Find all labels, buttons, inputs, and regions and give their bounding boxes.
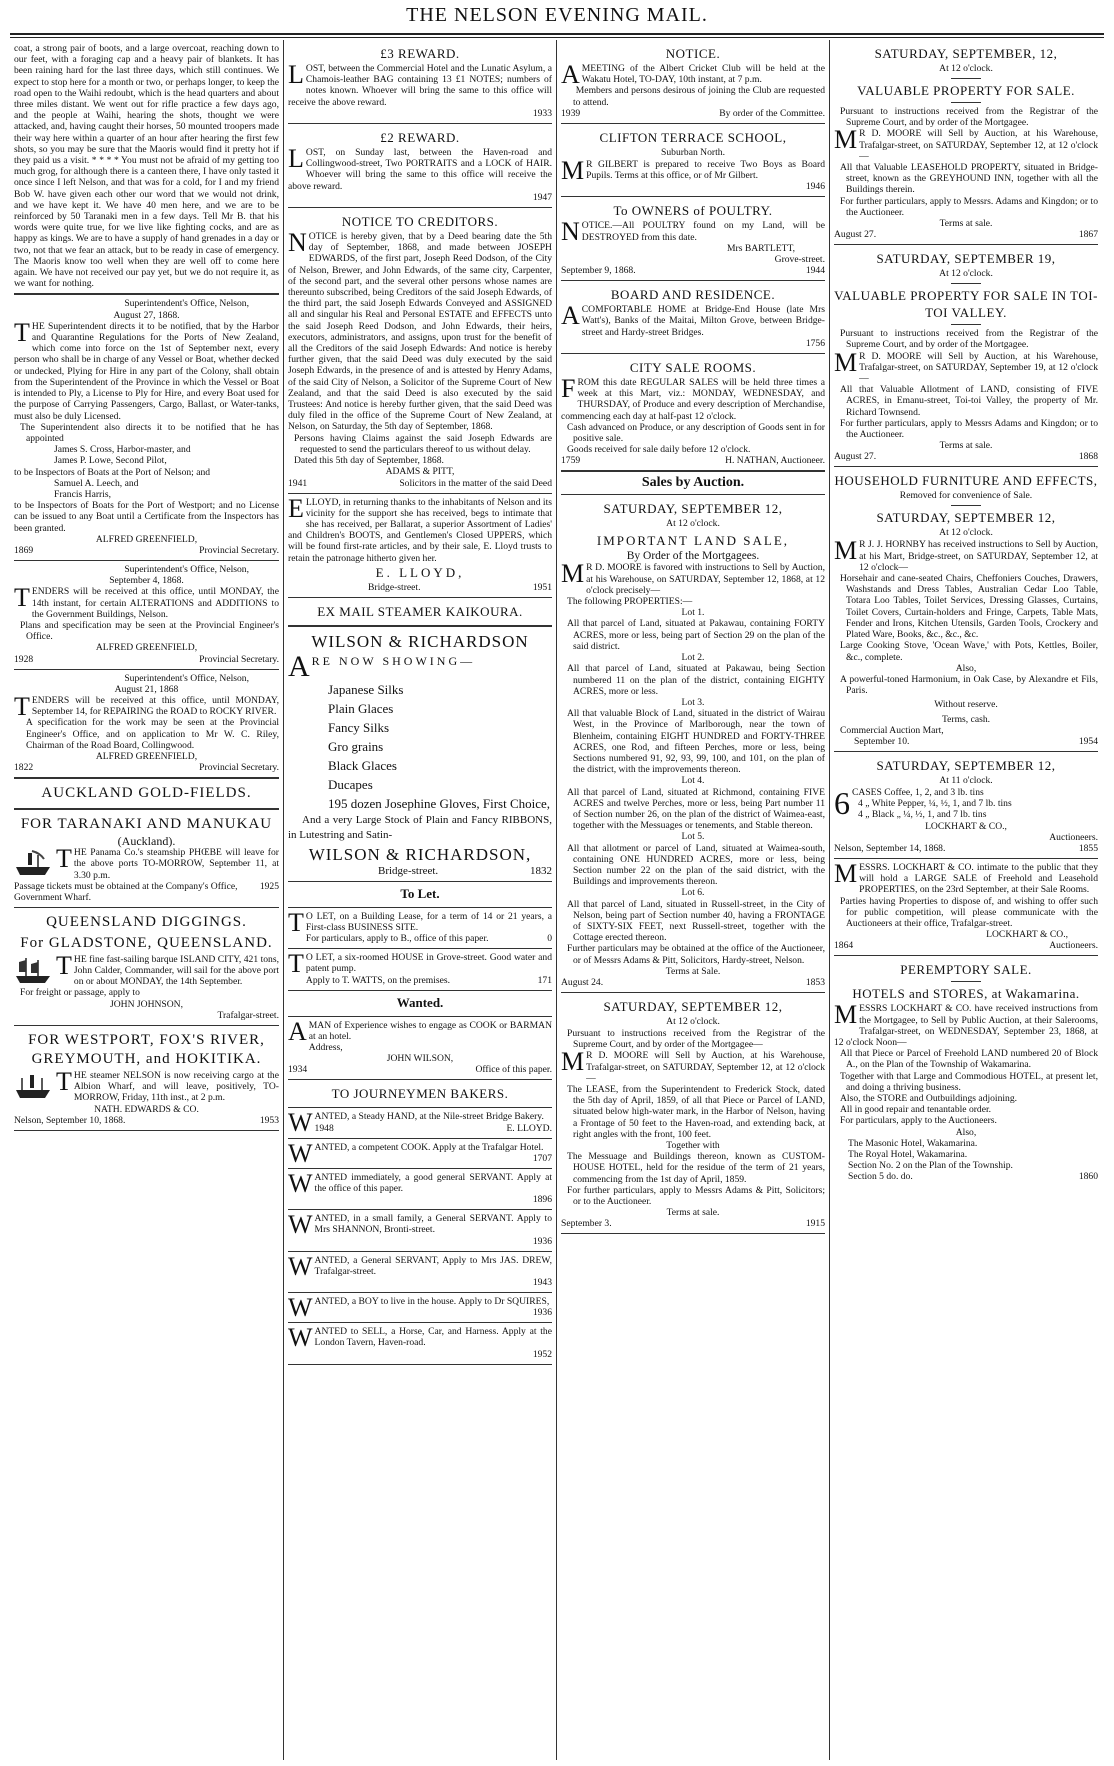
ad-body: WANTED, a competent COOK. Apply at the Trafalgar Hotel. — [288, 1138, 544, 1168]
auckland-heading-block — [14, 779, 279, 810]
ad-body: Together with that Large and Commodious HOTEL, at present let, and doing a thriving business. — [840, 1070, 1098, 1093]
ad-body: WANTED, in a small family, a General SERVANT. Apply to Mrs SHANNON, Bronti-street. — [288, 1210, 552, 1240]
tender-notice-buildings — [14, 561, 279, 670]
ad-body: Without reserve. — [934, 699, 998, 711]
city-sale-rooms-ad — [561, 354, 825, 471]
goods-item: 195 dozen Josephine Gloves, First Choice, — [328, 795, 551, 811]
ad-body: T O LET, on a Building Lease, for a term of 14 or 21 years, a First-class BUSINESS SITE. — [288, 907, 552, 937]
ad-number: 1933 — [532, 107, 552, 119]
wanted-ad — [288, 1210, 552, 1251]
tender-notice-road — [14, 670, 279, 780]
lot-number: Lot 5. — [681, 831, 705, 843]
sale-date: SATURDAY, SEPTEMBER 12, — [876, 510, 1056, 526]
wanted-ad — [288, 1139, 552, 1169]
wanted-ad — [288, 1293, 552, 1323]
ad-number: 1953 — [259, 1114, 279, 1126]
column-2 — [283, 40, 556, 1760]
ad-body: Members and persons desirous of joining the Club are requested to attend. — [573, 85, 825, 108]
ad-body: NOTICE is hereby given, that by a Deed bearing date the 5th day of September, 1868, and made between JOSEPH EDWARDS, of the first part, Joseph Reed Dodson, of the City of Nelson, Brewer, and John Edwards, of the same city, Carpenter, of the second part, and the several other persons whose names are thereunto subscribed, being Creditors of the said Joseph Edwards, of the third part, the said Joseph Edwards Conveyed and ASSIGNED all and singular his Real and Personal ESTATE and EFFECTS unto the said Joseph Reed Dodson, and John Edwards, their heirs, executors, administrators, and assigns, upon trust for the benefit of all the Creditors of the said Joseph Edwards: And notice is hereby further given, that the said Deed was duly executed by the said Joseph Edwards, in the presence of and is attested by Henry Adams, of the said City of Nelson, a Solicitor of the Supreme Court of New Zealand, and that the said Deed is also executed by the said Trustees: And notice is hereby further given, that the said Deed was duly filed in the office of the Supreme Court of New Zealand, at Nelson, on Saturday, the 5th day of September, 1868. — [288, 228, 552, 433]
signature: H. NATHAN, Auctioneer. — [725, 455, 825, 467]
ad-number: 1868 — [1078, 451, 1098, 463]
ad-number: 1832 — [530, 864, 552, 877]
signature: LOCKHART & CO., — [925, 820, 1007, 832]
ad-number: 1707 — [532, 1152, 552, 1164]
address: Trafalgar-street. — [217, 1009, 279, 1021]
masthead-rule-thin — [10, 37, 1104, 38]
lot-number: Lot 1. — [681, 607, 705, 619]
ad-heading: FOR TARANAKI AND MANUKAU — [20, 816, 273, 833]
ad-heading: FOR WESTPORT, FOX'S RIVER, GREYMOUTH, and HOKITIKA. — [28, 1032, 265, 1068]
notice-body: The Superintendent also directs it to be notified that he has appointed — [20, 421, 279, 444]
sale-date: SATURDAY, SEPTEMBER, 12, — [874, 46, 1058, 61]
signature: JOHN WILSON, — [386, 1053, 454, 1065]
westport-ad — [14, 1026, 279, 1131]
greyhound-inn-ad — [834, 40, 1098, 245]
ad-body: Further particulars may be obtained at the office of the Auctioneer, or of Messrs Adams & Pitt, Solicitors, Hardy-street, Nelson. — [567, 943, 825, 966]
ad-number: 1947 — [532, 191, 552, 203]
ad-body: WANTED, a Steady HAND, at the Nile-street Bridge Bakery. — [288, 1108, 544, 1138]
reward-ad — [288, 40, 552, 124]
signer-title: Provincial Secretary. — [199, 544, 279, 556]
address: Bridge-street. — [378, 864, 439, 877]
ad-number: 1939 — [561, 107, 581, 119]
clifton-school-ad — [561, 124, 825, 198]
ad-body: Persons having Claims against the said Joseph Edwards are requested to send the particulars thereof to us without delay. — [294, 432, 552, 455]
terms: Terms at sale. — [939, 440, 993, 452]
toi-toi-valley-ad — [834, 245, 1098, 467]
signature: E. LLOYD, — [375, 564, 465, 580]
ad-body: THE fine fast-sailing barque ISLAND CITY, 421 tons, John Calder, Commander, will sail for the above port on or about MONDAY, the 14th September. — [56, 950, 279, 988]
to-let-ad — [288, 908, 552, 949]
custom-house-hotel-ad — [561, 993, 825, 1234]
notice-body: Plans and specification may be seen at the Provincial Engineer's Office. — [20, 619, 279, 643]
goods-item: Gro grains — [328, 738, 384, 754]
property-line: The Masonic Hotel, Wakamarina. — [848, 1137, 978, 1149]
ad-body: THE Panama Co.'s steamship PHŒBE will leave for the above ports TO-MORROW, September 11, at 3.30 p.m. — [56, 844, 279, 881]
ad-body: THE steamer NELSON is now receiving cargo at the Albion Wharf, and will leave, positively, TO-MORROW, Friday, 11th inst., at 2 p.m. — [56, 1067, 279, 1104]
appointee: Francis Harris, — [54, 488, 112, 500]
signature: E. LLOYD. — [506, 1122, 552, 1134]
lot-number: Lot 3. — [681, 696, 705, 708]
board-residence-ad — [561, 281, 825, 354]
wanted-ad — [288, 1108, 552, 1138]
notice-body: TENDERS will be received at this office, until MONDAY, September 14, for REPAIRING the ROAD to ROCKY RIVER. — [14, 691, 279, 721]
ad-body: Also, — [955, 662, 977, 674]
ad-heading: WILSON & RICHARDSON, — [308, 844, 532, 864]
date-line: September 9, 1868. — [561, 265, 636, 277]
wilson-richardson-ad — [288, 627, 552, 882]
ad-heading: QUEENSLAND DIGGINGS. — [46, 913, 247, 930]
date-line: August 27. — [834, 451, 877, 463]
ad-number: 1860 — [1078, 1171, 1098, 1183]
ad-body: For freight or passage, apply to — [20, 987, 140, 999]
lot-number: Lot 4. — [681, 775, 705, 787]
cricket-notice — [561, 40, 825, 124]
goods-item: Fancy Silks — [328, 719, 390, 735]
column-4 — [829, 40, 1102, 1760]
address: Bridge-street. — [368, 581, 421, 593]
ad-number: 1951 — [532, 581, 552, 593]
sale-date: SATURDAY, SEPTEMBER 12, — [876, 757, 1056, 773]
wanted-ad — [288, 1252, 552, 1293]
ad-body: AMAN of Experience wishes to engage as COOK or BARMAN at an hotel. — [288, 1016, 552, 1046]
ad-heading: CITY SALE ROOMS. — [629, 360, 757, 376]
sale-time: At 11 o'clock. — [939, 774, 993, 786]
taranaki-ad — [14, 810, 279, 908]
queensland-ad — [14, 908, 279, 1026]
wanted-ad — [288, 1017, 552, 1081]
ad-body: M R GILBERT is prepared to receive Two Boys as Board Pupils. Terms at this office, or of Mr Gilbert. — [561, 155, 825, 185]
signature: NATH. EDWARDS & CO. — [94, 1103, 199, 1115]
ad-body: For further particulars, apply to Messrs Adams & Pitt, Solicitors; or to the Auctioneer. — [567, 1184, 825, 1208]
ad-number: 1855 — [1078, 842, 1098, 854]
sales-by-auction-heading: Sales by Auction. — [561, 471, 825, 495]
ad-number: 1928 — [14, 653, 34, 665]
signature: ADAMS & PITT, — [385, 466, 455, 478]
ad-heading: IMPORTANT LAND SALE, — [596, 533, 790, 549]
ad-number: 1853 — [805, 976, 825, 988]
to-let-heading — [288, 882, 552, 908]
address: Grove-street. — [774, 254, 825, 266]
signer-title: Provincial Secretary. — [199, 762, 279, 774]
sailing-ship-icon — [14, 956, 52, 986]
ad-number: 1934 — [288, 1064, 308, 1076]
ad-subheading: (Auckland). — [117, 834, 176, 849]
lot-description: All that parcel of Land, situated at Richmond, containing FIVE ACRES and twelve Perches, more or less, being Part number 11 of Section number 26, on the plan of the district of Waimea-east, together with the Messuages or tenements, and Stable thereon. — [567, 786, 825, 832]
ad-number: 1936 — [532, 1307, 552, 1319]
masthead-rule — [10, 33, 1104, 35]
ad-body: Also, the STORE and Outbuildings adjoining. — [840, 1092, 1018, 1104]
ad-body: For particulars, apply to B., office of this paper. — [305, 933, 489, 945]
ad-body: All that Piece or Parcel of Freehold LAND numbered 20 of Block A., on the Plan of the Township of Wakamarina. — [840, 1048, 1098, 1071]
ad-body: ELLOYD, in returning thanks to the inhabitants of Nelson and its vicinity for the support she has received, begs to intimate that she has received, per Ballarat, a superior Assortment of Ladies' and Children's BOOTS, and Gentlemen's Closed UPPERS, which will be found first-rate articles, and by their sale, E. Lloyd trusts to retain the patronage hitherto given her. — [288, 493, 552, 564]
ad-body: 4 „ White Pepper, ¼, ½, 1, and 7 lb. tins — [858, 798, 1012, 810]
ad-number: 1867 — [1078, 229, 1098, 241]
ad-number: 1954 — [1078, 735, 1098, 747]
ad-heading: NOTICE TO CREDITORS. — [341, 214, 499, 230]
ad-body: NOTICE.—All POULTRY found on my Land, will be DESTROYED from this date. — [561, 217, 825, 247]
ad-body: The LEASE, from the Superintendent to Frederick Stock, dated the 5th day of April, 1859, of all that Piece or Parcel of LAND, situated below high-water mark, in the Harbor of Nelson, having a Frontage of 50 feet to the Haven-road, and extending back, at right angles with the front, 100 feet. — [567, 1084, 825, 1140]
date-line: September 3. — [561, 1218, 612, 1230]
ad-body: WANTED to SELL, a Horse, Car, and Harness. Apply at the London Tavern, Haven-road. — [288, 1323, 552, 1353]
terms: Terms, cash. — [941, 713, 991, 725]
goods-item: Plain Glaces — [328, 700, 394, 716]
date-line: August 21, 1868 — [114, 683, 179, 695]
ad-body: Horsehair and cane-seated Chairs, Cheffoniers Couches, Drawers, Washstands and Dress Tables, Australian Cedar Loo Table, Totara Loo Tables, Toilet Services, Dressing Glasses, Curtains, Toilet Covers, Curtain-holders and Fringe, Carpets, Table Mats, Fender and Irons, Kitchen Utensils, Garden Tools, Crockery and Plated Ware, Books, &c., &c., &c. — [840, 573, 1098, 641]
ad-body: Together with — [666, 1140, 720, 1152]
ad-body: FROM this date REGULAR SALES will be held three times a week at this Mart, viz.: MONDAY, WEDNESDAY, and THURSDAY, of Produce and every description of Merchandise, commencing each day at half-past 12 o'clock. — [561, 374, 825, 422]
lot-description: All that allotment or parcel of Land, situated at Waimea-south, containing ONE HUNDRED ACRES, more or less, being Section number 22 on the plan of the said district, with the Buildings and improvements thereon. — [567, 842, 825, 888]
property-line: The Royal Hotel, Wakamarina. — [848, 1149, 968, 1160]
signature: ALFRED GREENFIELD, — [95, 750, 198, 762]
land-sale-ad — [561, 495, 825, 993]
sale-date: SATURDAY, SEPTEMBER 19, — [876, 251, 1056, 267]
ad-number: 1915 — [805, 1218, 825, 1230]
to-let-ad — [288, 949, 552, 990]
lot-description: All that parcel of Land, situated in Russell-street, in the City of Nelson, being part of Section number 40, having a FRONTAGE of SIXTY-SIX FEET, next Russell-street, together with the Cottage erected thereon. — [567, 898, 825, 944]
ad-number: 1941 — [288, 477, 308, 489]
ad-number: 1944 — [805, 265, 825, 277]
ad-body: Pursuant to instructions received from the Registrar of the Supreme Court, and by order of the Mortgagee— — [567, 1027, 825, 1051]
property-line: Section No. 2 on the Plan of the Township. — [848, 1160, 1013, 1172]
ad-body: M R J. J. HORNBY has received instructions to Sell by Auction, at his Mart, Bridge-street, on SATURDAY, September 12, at 12 o'clock— — [834, 536, 1098, 573]
lot-description: All that valuable Block of Land, situated in the district of Wairau West, in the Province of Marlborough, near the town of Blenheim, containing EIGHT HUNDRED and FORTY-THREE ACRES, one Rod, and fifteen Perches, more or less, being Sections numbered 91, 92, 93, 99, 100, and 101, on the plan of the district, with the improvements thereon. — [567, 708, 825, 776]
ad-body: Large Cooking Stove, 'Ocean Wave,' with Pots, Kettles, Boiler, &c., complete. — [840, 640, 1098, 663]
ad-body: The Messuage and Buildings thereon, known as CUSTOM-HOUSE HOTEL, held for the residue of the term of 21 years, commencing from the 1st day of April, 1859. — [567, 1151, 825, 1185]
ad-number: 171 — [537, 974, 552, 986]
appointee: James S. Cross, Harbor-master, and — [54, 444, 191, 456]
signature: Mrs BARTLETT, — [727, 242, 795, 254]
ad-body: Cash advanced on Produce, or any description of Goods sent in for positive sale. — [567, 421, 825, 445]
date-line: September 10. — [854, 735, 910, 747]
ad-heading: NOTICE. — [665, 46, 721, 61]
ad-number: 1948 — [314, 1122, 334, 1134]
sale-time: At 12 o'clock. — [666, 518, 720, 530]
terms: Terms at sale. — [939, 218, 993, 230]
ad-body: LOST, on Sunday last, between the Haven-road and Collingwood-street, Two PORTRAITS and a LOCK of HAIR. Whoever will bring the same to this office will receive the above reward. — [288, 144, 552, 192]
sale-time: At 12 o'clock. — [666, 1015, 720, 1027]
wanted-ad — [288, 1323, 552, 1364]
ad-heading: HOUSEHOLD FURNITURE AND EFFECTS, — [834, 473, 1098, 489]
ad-body: All that Valuable LEASEHOLD PROPERTY, situated in Bridge-street, known as the GREYHOUND INN, together with all the Buildings therein. — [840, 162, 1098, 196]
ad-body: MESSRS LOCKHART & CO. have received instructions from the Mortgagee, to Sell by Public Auction, at their Salerooms, Trafalgar-street, on WEDNESDAY, September 23, 1868, at 12 o'clock Noon— — [834, 1000, 1098, 1048]
signer-title: Auctioneers. — [1049, 831, 1098, 843]
ad-subheading: By Order of the Mortgagees. — [626, 550, 760, 563]
ad-body: M R D. MOORE will Sell by Auction, at his Warehouse, Trafalgar-street, on SATURDAY, September 19, at 12 o'clock— — [834, 347, 1098, 385]
ad-body: All that Valuable Allotment of LAND, consisting of FIVE ACRES, in Emanu-street, Toi-toi Valley, the property of Mr. Richard Townsend. — [840, 384, 1098, 418]
notice-body: A specification for the work may be seen at the Provincial Engineer's Office, and on application to Mr W. C. Riley, Chairman of the Road Board, Collingwood. — [25, 717, 279, 751]
section-heading: TO JOURNEYMEN BAKERS. — [331, 1086, 509, 1102]
notice-body: THE Superintendent directs it to be notified, that by the Harbor and Quarantine Regulations for the Ports of New Zealand, which come into force on the 1st of September next, every person who shall be in charge of any Vessel or Boat, whether decked or undecked, Plying for Hire in any part of the Colony, shall obtain from the Superintendent of the Province in which the Vessel or Boat is intended to Ply, a License to Ply for Hire, and every Boat used for the purpose of Carrying Passengers, Cargo, Ballast, or Water-tanks, must also be duly Licensed. — [14, 317, 279, 422]
ad-heading: To OWNERS of POULTRY. — [613, 203, 773, 219]
date-line: August 24. — [561, 976, 604, 988]
ad-body: MESSRS. LOCKHART & CO. intimate to the public that they will hold a LARGE SALE of Freehold and Leasehold PROPERTIES, on the 23rd September, at their Sale Rooms. — [834, 858, 1098, 896]
lots-list — [561, 607, 825, 943]
ad-subheading: Suburban North. — [661, 146, 725, 158]
steamship-icon — [14, 1072, 52, 1102]
signer-title: Office of this paper. — [475, 1064, 552, 1076]
signature: JOHN JOHNSON, — [109, 998, 184, 1010]
notice-body: TENDERS will be received at this office, until MONDAY, the 14th instant, for certain ALTERATIONS and ADDITIONS to the Government Buildings, Nelson. — [14, 583, 279, 620]
lot-description: All that parcel of Land, situated at Pakawau, being Section numbered 11 on the plan of the district, containing EIGHTY ACRES, more or less. — [567, 663, 825, 697]
masthead: THE NELSON EVENING MAIL. — [406, 4, 708, 26]
signer-title: Auctioneers. — [1049, 940, 1098, 952]
sale-time: At 12 o'clock. — [939, 527, 993, 539]
ad-body: ACOMFORTABLE HOME at Bridge-End House (late Mrs Watt's), Banks of the Maitai, Milton Grove, between Bridge-street and Hardy-street Bridges. — [561, 301, 825, 338]
ad-heading: CLIFTON TERRACE SCHOOL, — [599, 129, 787, 145]
ad-number: 1896 — [532, 1194, 552, 1206]
ad-body: AMEETING of the Albert Cricket Club will be held at the Wakatu Hotel, TO-DAY, 10th instant, at 7 p.m. — [561, 60, 825, 89]
lot-description: All that parcel of Land, situated at Pakawau, containing FORTY ACRES, more or less, being part of Section 29 on the plan of the said district. — [567, 618, 825, 652]
ad-body: All in good repair and tenantable order. — [840, 1104, 992, 1116]
ad-number: 1756 — [805, 337, 825, 349]
ad-body: Pursuant to instructions received from the Registrar of the Supreme Court, and by order of the Mortgagee. — [840, 328, 1098, 351]
ad-heading: £2 REWARD. — [380, 130, 460, 146]
letter-text: coat, a strong pair of boots, and a large overcoat, reaching down to our feet, with a foraging cap and a heavy pair of blankets. It has been raining hard for the last three days, which still continues. We expect to stop here for a month or two, or perhaps longer, to keep the road open to the Waihi redoubt, which is the head quarters and about three miles distant. We went out for rifle practice a few days ago, and the people at Waihi, hearing the shots, thought we were attacked, and, having caught their horses, 50 mounted troopers made their way here within a quarter of an hour after hearing the first few shots, so you may be sure that the Maoris would find it pretty hot if they paid us a visit. * * * * You must not be afraid of my getting too much grog, for although there is a canteen there, I have only tasted it once since I left Nelson, and that was for a cold, for I and my friend Bob W. have given each other our word that we would not drink, and we have kept it. We have 40 men here, and we are to be reinforced by 50 Taranaki men in a few days. Tell Mr B. that his words were quite true, for we live like fighting cocks, and are as happy as kings. We are to have a supply of hand grenades in a day or two, not that we fear an attack, but to be ready in case of emergency. The Maoris know too well when they are well off to come here again. We have not received our pay yet, but we do not require it, as we want for nothing. — [14, 43, 279, 290]
sale-date: SATURDAY, SEPTEMBER 12, — [603, 998, 783, 1014]
ad-heading: For GLADSTONE, QUEENSLAND. — [20, 934, 273, 951]
harbour-notice — [14, 295, 279, 560]
coffee-sale-ad — [834, 752, 1098, 859]
section-heading: To Let. — [400, 885, 440, 901]
appointee: James P. Lowe, Second Pilot, — [54, 455, 167, 467]
office-line: Superintendent's Office, Nelson, — [124, 298, 249, 310]
lockhart-sale-ad — [834, 859, 1098, 956]
goods-item: Black Glaces — [328, 757, 397, 773]
poultry-notice — [561, 197, 825, 281]
ad-heading: WILSON & RICHARDSON — [311, 631, 529, 651]
ad-heading: £3 REWARD. — [380, 46, 460, 61]
ad-body: For further particulars, apply to Messrs. Adams and Kingdon; or to the Auctioneer. — [840, 195, 1098, 218]
appointee: Samuel A. Leech, and — [54, 477, 139, 489]
sale-date: SATURDAY, SEPTEMBER 12, — [603, 501, 783, 517]
office-line: Superintendent's Office, Nelson, — [124, 672, 249, 684]
ad-body: WANTED, a General SERVANT, Apply to Mrs JAS. DREW, Trafalgar-street. — [288, 1251, 552, 1281]
ad-heading: BOARD AND RESIDENCE. — [610, 287, 776, 303]
ad-lead: ARE NOW SHOWING— — [288, 649, 476, 683]
ad-number: 1936 — [532, 1235, 552, 1247]
goods-item: Japanese Silks — [328, 681, 404, 697]
lloyd-ad — [288, 494, 552, 598]
ad-body: 6 CASES Coffee, 1, 2, and 3 lb. tins — [834, 784, 984, 821]
ad-body: 4 „ Black „ ¼, ½, 1, and 7 lb. tins — [858, 809, 987, 821]
ad-body: For further particulars, apply to Messrs Adams and Kingdon; or to the Auctioneer. — [840, 417, 1098, 441]
goods-item: Ducapes — [328, 776, 373, 792]
soldier-letter — [14, 40, 279, 295]
wanted-heading — [288, 991, 552, 1017]
office-line: Superintendent's Office, Nelson, — [124, 563, 249, 575]
ad-body: T O LET, a six-roomed HOUSE in Grove-street. Good water and patent pump. — [288, 949, 552, 979]
ad-body: Pursuant to instructions received from the Registrar of the Supreme Court, and by order of the Mortgagee. — [840, 106, 1098, 129]
ad-body: And a very Large Stock of Plain and Fancy RIBBONS, in Lutestring and Satin- — [288, 813, 552, 841]
signature: ALFRED GREENFIELD, — [95, 533, 198, 545]
address: Commercial Auction Mart, — [840, 724, 944, 736]
signer-title: Solicitors in the matter of the said Deed — [399, 477, 552, 489]
reward-ad — [288, 124, 552, 208]
ad-number: 1869 — [14, 544, 34, 556]
goods-list — [288, 680, 552, 813]
terms: Terms at Sale. — [665, 965, 721, 977]
ad-body: WANTED immediately, a good general SERVANT. Apply at the office of this paper. — [288, 1168, 552, 1198]
ad-heading: VALUABLE PROPERTY FOR SALE IN TOI-TOI VALLEY. — [834, 288, 1098, 321]
ad-body: Dated this 5th day of September, 1868. — [294, 455, 444, 467]
ad-body: M R D. MOORE will Sell by Auction, at his Warehouse, Trafalgar-street, on SATURDAY, September 12, at 12 o'clock— — [561, 1047, 825, 1084]
section-heading: Wanted. — [396, 994, 444, 1010]
ad-body: LOST, between the Commercial Hotel and the Lunatic Asylum, a Chamois-leather BAG containing 13 £1 NOTES; numbers of notes known. Whoever will bring the same to this office will receive the above reward. — [288, 60, 552, 108]
creditors-notice — [288, 208, 552, 493]
date-line: August 27, 1868. — [113, 309, 180, 321]
ad-body: For particulars, apply to the Auctioneers. — [840, 1115, 997, 1127]
signer-title: Provincial Secretary. — [199, 653, 279, 665]
date-line: Nelson, September 10, 1868. — [14, 1114, 126, 1126]
ad-number: 0 — [547, 933, 552, 945]
wanted-ads — [288, 1108, 552, 1364]
section-heading: AUCKLAND GOLD-FIELDS. — [41, 785, 252, 802]
date-line: Nelson, September 14, 1868. — [834, 842, 946, 854]
bakers-heading — [288, 1080, 552, 1108]
ad-number: 1946 — [805, 181, 825, 193]
ad-number: 1822 — [14, 762, 34, 774]
terms: Terms at sale. — [666, 1207, 720, 1219]
ad-body: A powerful-toned Harmonium, in Oak Case, by Alexandre et Fils, Paris. — [840, 673, 1098, 697]
wanted-ad — [288, 1169, 552, 1210]
ad-subheading: Removed for convenience of Sale. — [899, 490, 1033, 502]
ad-body: Parties having Properties to dispose of, and wishing to offer such for public competition, will please communicate with the Auctioneers at their office, Trafalgar-street. — [840, 895, 1098, 929]
ad-number: 1925 — [259, 880, 279, 892]
ad-body: M R D. MOORE is favored with instructions to Sell by Auction, at his Warehouse, on SATURDAY, September 12, 1868, at 12 o'clock precisely— — [561, 559, 825, 596]
notice-body: to be Inspectors of Boats for the Port of Westport; and no License can be issued to any Boat until a Certificate from the Inspectors has been granted. — [14, 500, 279, 534]
ad-body: Passage tickets must be obtained at the Company's Office, Government Wharf. — [14, 880, 238, 903]
sale-time: At 12 o'clock. — [939, 63, 993, 74]
ad-body: WANTED, a BOY to live in the house. Apply to Dr SQUIRES, — [288, 1292, 550, 1322]
ad-number: 1864 — [834, 940, 854, 952]
column-3 — [556, 40, 829, 1760]
date-line: September 4, 1868. — [109, 575, 184, 587]
notice-body: to be Inspectors of Boats at the Port of Nelson; and — [14, 466, 211, 478]
ad-number: 1759 — [561, 455, 581, 467]
signer-title: By order of the Committee. — [719, 107, 825, 119]
ad-body: Goods received for sale daily before 12 o'clock. — [567, 444, 751, 456]
ad-body: The following PROPERTIES:— — [567, 596, 693, 608]
ad-body: Also, — [955, 1126, 977, 1138]
lot-number: Lot 6. — [681, 887, 705, 899]
signature: LOCKHART & CO., — [986, 929, 1068, 941]
ad-number: 1952 — [532, 1348, 552, 1360]
date-line: August 27. — [834, 229, 877, 241]
lot-number: Lot 2. — [681, 652, 705, 664]
ad-body: Address, — [308, 1041, 343, 1053]
sale-time: At 12 o'clock. — [939, 268, 993, 280]
ad-heading: HOTELS and STORES, at Wakamarina. — [852, 986, 1080, 1002]
ad-body: Apply to T. WATTS, on the premises. — [305, 974, 451, 986]
ad-heading: PEREMPTORY SALE. — [900, 962, 1032, 978]
ad-number: 1943 — [532, 1276, 552, 1288]
ad-body: M R D. MOORE will Sell by Auction, at his Warehouse, Trafalgar-street, on SATURDAY, September 12, at 12 o'clock— — [834, 125, 1098, 162]
kaikoura-heading-block — [288, 598, 552, 627]
household-furniture-ad — [834, 467, 1098, 751]
property-line: Section 5 do. do. — [848, 1171, 913, 1183]
steamship-icon — [14, 849, 52, 879]
section-heading: EX MAIL STEAMER KAIKOURA. — [317, 603, 523, 619]
signature: ALFRED GREENFIELD, — [95, 642, 198, 654]
ad-heading: VALUABLE PROPERTY FOR SALE. — [857, 83, 1075, 98]
column-1 — [10, 40, 283, 1760]
wakamarina-sale-ad — [834, 956, 1098, 1186]
